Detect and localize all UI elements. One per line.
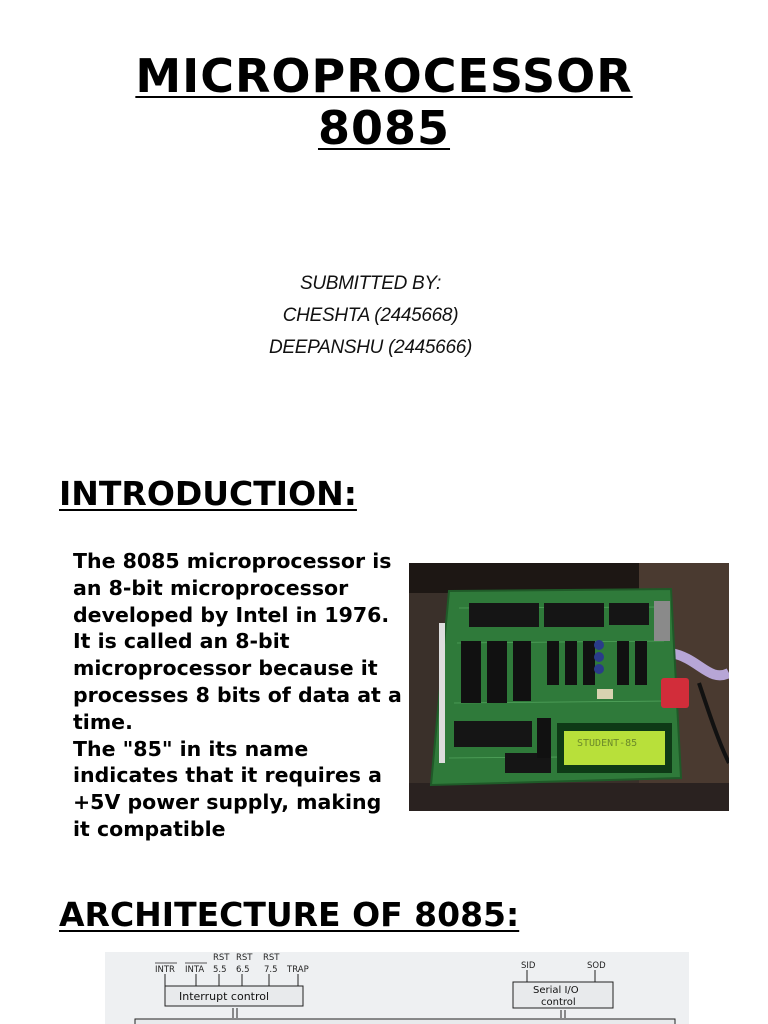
sid-label: SID bbox=[521, 961, 536, 971]
microprocessor-kit-photo bbox=[409, 563, 729, 811]
kit-board-illustration bbox=[409, 563, 729, 811]
sod-label: SOD bbox=[587, 961, 606, 971]
submission-block bbox=[0, 268, 741, 364]
rst65-value: 6.5 bbox=[236, 965, 250, 975]
author-cheshta: CHESHTA (2445668) bbox=[282, 305, 459, 326]
architecture-diagram bbox=[105, 952, 689, 1024]
document-title bbox=[0, 50, 768, 154]
intr-label: INTR bbox=[155, 965, 175, 975]
lcd-text: STUDENT-85 bbox=[577, 738, 638, 749]
author-deepanshu: DEEPANSHU (2445666) bbox=[268, 337, 473, 358]
introduction-text bbox=[73, 548, 403, 866]
title-line-2: 8085 bbox=[317, 101, 451, 155]
serial-io-label-2: control bbox=[541, 997, 576, 1008]
serial-io-label-1: Serial I/O bbox=[533, 985, 579, 996]
rst75-label: RST bbox=[263, 953, 280, 963]
architecture-block-diagram bbox=[105, 952, 689, 1024]
intro-paragraph-2: The "85" in its name indicates that it requires a +5V power supply, making it compatible bbox=[73, 736, 382, 841]
intro-paragraph-1: The 8085 microprocessor is an 8-bit microprocessor developed by Intel in 1976. It is called an 8-bit microprocessor because it processes 8 bits of data at a time. bbox=[73, 549, 402, 734]
rst65-label: RST bbox=[236, 953, 253, 963]
rst55-label: RST bbox=[213, 953, 230, 963]
rst75-value: 7.5 bbox=[264, 965, 278, 975]
title-line-1: MICROPROCESSOR bbox=[135, 49, 633, 103]
introduction-heading: INTRODUCTION: bbox=[59, 474, 357, 513]
inta-label: INTA bbox=[185, 965, 205, 975]
submitted-by-label: SUBMITTED BY: bbox=[299, 273, 442, 294]
rst55-value: 5.5 bbox=[213, 965, 227, 975]
architecture-heading: ARCHITECTURE OF 8085: bbox=[59, 895, 520, 934]
interrupt-control-label: Interrupt control bbox=[179, 990, 270, 1003]
trap-label: TRAP bbox=[287, 965, 309, 975]
